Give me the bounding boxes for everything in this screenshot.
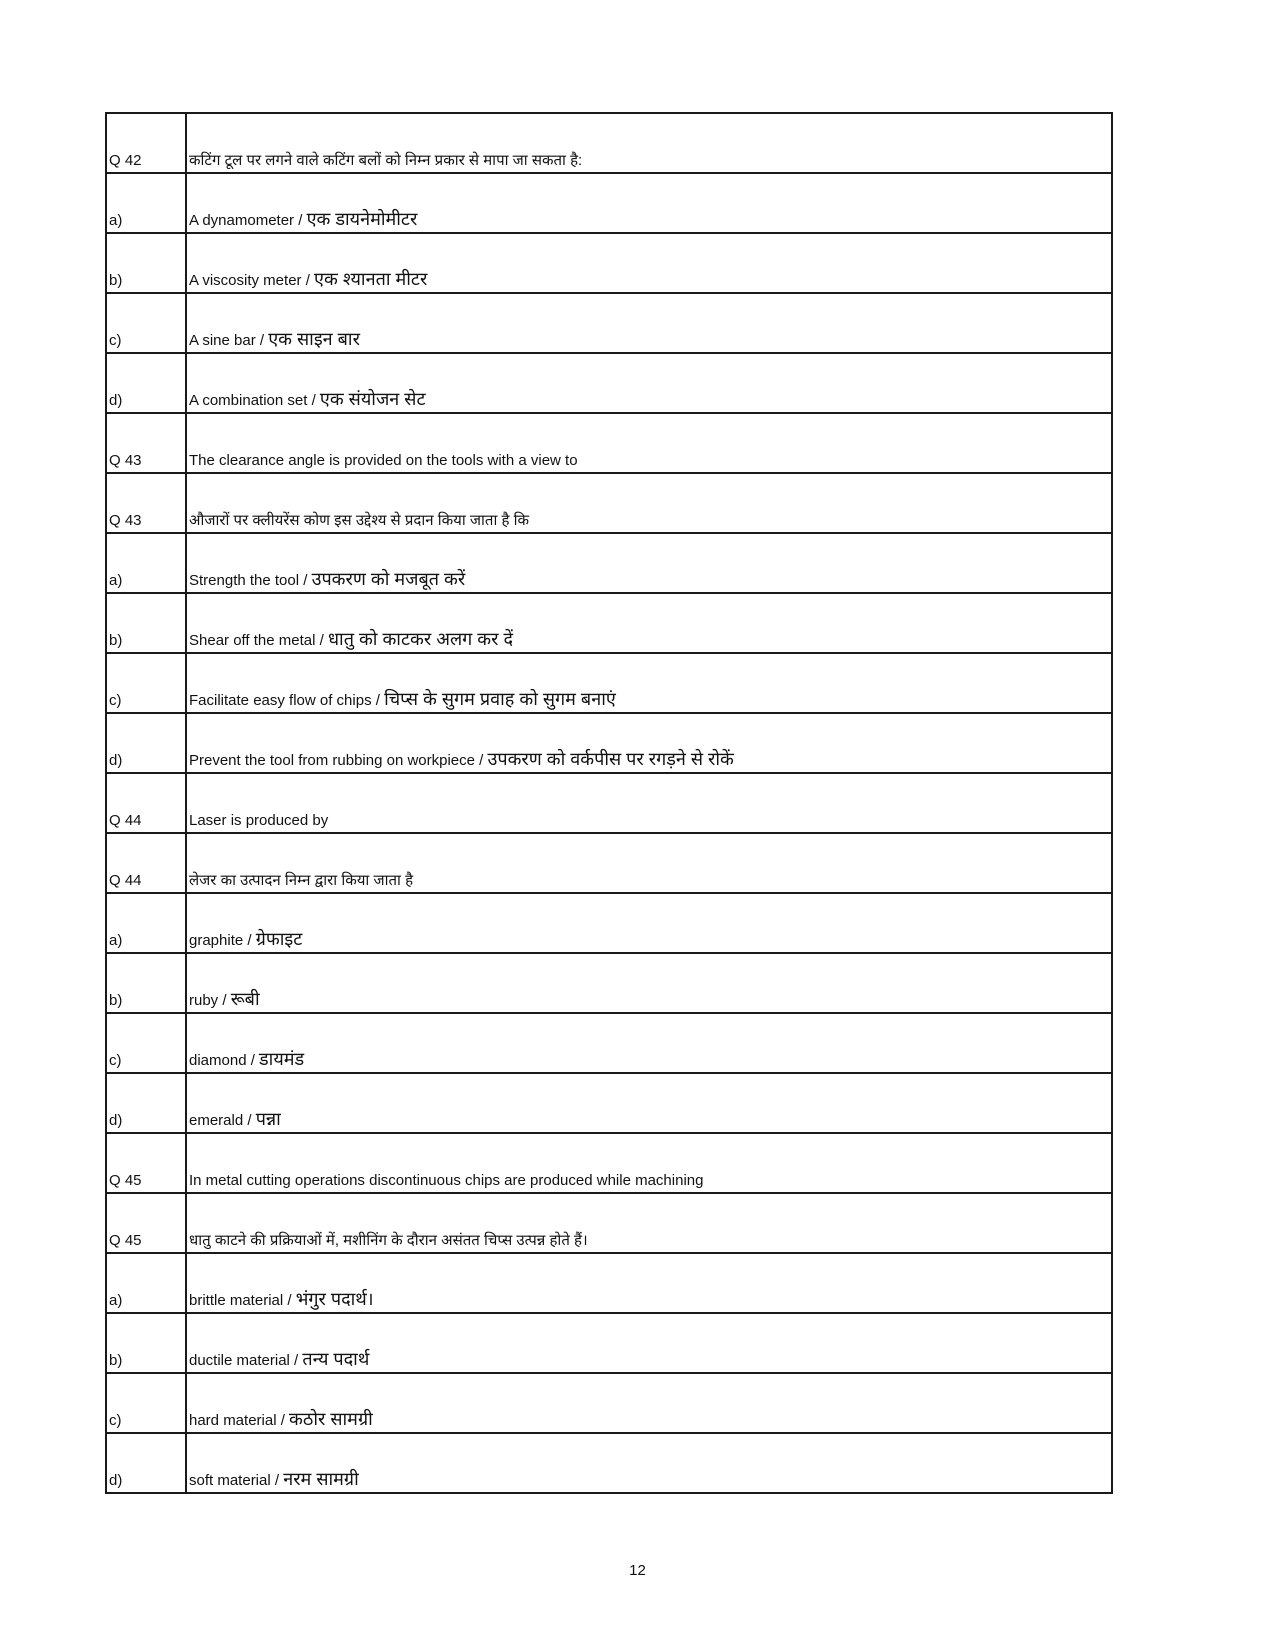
option-label: a) bbox=[106, 1253, 186, 1313]
english-text: diamond / bbox=[189, 1052, 260, 1069]
question-text bbox=[186, 1133, 1112, 1193]
option-label: b) bbox=[106, 593, 186, 653]
english-text: Strength the tool / bbox=[189, 572, 312, 589]
option-label: a) bbox=[106, 173, 186, 233]
option-row bbox=[106, 593, 1112, 653]
question-text bbox=[186, 413, 1112, 473]
option-label: b) bbox=[106, 233, 186, 293]
question-row bbox=[106, 773, 1112, 833]
hindi-text: भंगुर पदार्थ। bbox=[295, 1289, 374, 1309]
hindi-text: धातु को काटकर अलग कर दें bbox=[327, 629, 514, 649]
english-text: hard material / bbox=[189, 1412, 290, 1429]
option-text bbox=[186, 1253, 1112, 1313]
option-row bbox=[106, 353, 1112, 413]
hindi-text: पन्ना bbox=[255, 1109, 281, 1129]
option-label: c) bbox=[106, 1373, 186, 1433]
option-label: b) bbox=[106, 953, 186, 1013]
english-text: A sine bar / bbox=[189, 332, 269, 349]
question-table-body bbox=[106, 113, 1112, 1493]
english-text: ductile material / bbox=[189, 1352, 303, 1369]
hindi-text: नरम सामग्री bbox=[283, 1469, 359, 1489]
option-text bbox=[186, 353, 1112, 413]
english-text: Facilitate easy flow of chips / bbox=[189, 692, 385, 709]
english-text: In metal cutting operations discontinuous chips are produced while machining bbox=[189, 1172, 704, 1189]
option-text bbox=[186, 533, 1112, 593]
option-label: c) bbox=[106, 293, 186, 353]
question-number: Q 45 bbox=[106, 1133, 186, 1193]
question-row bbox=[106, 473, 1112, 533]
option-label: a) bbox=[106, 893, 186, 953]
option-row bbox=[106, 1073, 1112, 1133]
question-text bbox=[186, 473, 1112, 533]
hindi-text: कटिंग टूल पर लगने वाले कटिंग बलों को निम्न प्रकार से मापा जा सकता है: bbox=[189, 152, 583, 169]
option-text bbox=[186, 953, 1112, 1013]
option-label: d) bbox=[106, 1433, 186, 1493]
question-text bbox=[186, 833, 1112, 893]
english-text: A viscosity meter / bbox=[189, 272, 315, 289]
option-text bbox=[186, 233, 1112, 293]
question-row bbox=[106, 413, 1112, 473]
question-number: Q 42 bbox=[106, 113, 186, 173]
hindi-text: चिप्स के सुगम प्रवाह को सुगम बनाएं bbox=[384, 689, 616, 709]
question-number: Q 43 bbox=[106, 473, 186, 533]
english-text: soft material / bbox=[189, 1472, 284, 1489]
option-row bbox=[106, 1253, 1112, 1313]
option-text bbox=[186, 173, 1112, 233]
option-text bbox=[186, 1073, 1112, 1133]
question-table bbox=[105, 112, 1113, 1494]
hindi-text: डायमंड bbox=[259, 1049, 305, 1069]
english-text: A dynamometer / bbox=[189, 212, 307, 229]
question-text bbox=[186, 1193, 1112, 1253]
question-row bbox=[106, 1133, 1112, 1193]
question-number: Q 44 bbox=[106, 773, 186, 833]
option-label: d) bbox=[106, 353, 186, 413]
option-row bbox=[106, 533, 1112, 593]
option-label: c) bbox=[106, 653, 186, 713]
option-label: d) bbox=[106, 1073, 186, 1133]
hindi-text: ग्रेफाइट bbox=[255, 929, 303, 949]
option-row bbox=[106, 173, 1112, 233]
hindi-text: कठोर सामग्री bbox=[289, 1409, 373, 1429]
hindi-text: तन्य पदार्थ bbox=[302, 1349, 370, 1369]
hindi-text: उपकरण को वर्कपीस पर रगड़ने से रोकें bbox=[487, 749, 734, 769]
option-row bbox=[106, 1433, 1112, 1493]
question-number: Q 43 bbox=[106, 413, 186, 473]
english-text: Shear off the metal / bbox=[189, 632, 328, 649]
english-text: The clearance angle is provided on the tools with a view to bbox=[189, 452, 578, 469]
question-text bbox=[186, 773, 1112, 833]
option-text bbox=[186, 893, 1112, 953]
english-text: A combination set / bbox=[189, 392, 320, 409]
option-text bbox=[186, 1013, 1112, 1073]
hindi-text: लेजर का उत्पादन निम्न द्वारा किया जाता है bbox=[189, 872, 414, 889]
option-row bbox=[106, 893, 1112, 953]
hindi-text: उपकरण को मजबूत करें bbox=[311, 569, 466, 589]
option-row bbox=[106, 713, 1112, 773]
hindi-text: धातु काटने की प्रक्रियाओं में, मशीनिंग के दौरान असंतत चिप्स उत्पन्न होते हैं। bbox=[189, 1232, 588, 1249]
hindi-text: एक संयोजन सेट bbox=[319, 389, 426, 409]
hindi-text: औजारों पर क्लीयरेंस कोण इस उद्देश्य से प्रदान किया जाता है कि bbox=[189, 512, 530, 529]
english-text: ruby / bbox=[189, 992, 231, 1009]
english-text: emerald / bbox=[189, 1112, 256, 1129]
english-text: Prevent the tool from rubbing on workpiece / bbox=[189, 752, 488, 769]
option-text bbox=[186, 593, 1112, 653]
option-row bbox=[106, 1013, 1112, 1073]
question-row bbox=[106, 833, 1112, 893]
hindi-text: एक डायनेमोमीटर bbox=[306, 209, 418, 229]
page-number: 12 bbox=[629, 1562, 646, 1579]
option-label: d) bbox=[106, 713, 186, 773]
option-text bbox=[186, 293, 1112, 353]
question-row bbox=[106, 1193, 1112, 1253]
option-row bbox=[106, 1373, 1112, 1433]
hindi-text: एक श्यानता मीटर bbox=[314, 269, 428, 289]
option-label: a) bbox=[106, 533, 186, 593]
hindi-text: रूबी bbox=[230, 989, 260, 1009]
option-text bbox=[186, 1313, 1112, 1373]
question-number: Q 45 bbox=[106, 1193, 186, 1253]
english-text: brittle material / bbox=[189, 1292, 296, 1309]
option-row bbox=[106, 953, 1112, 1013]
option-row bbox=[106, 233, 1112, 293]
option-text bbox=[186, 713, 1112, 773]
option-text bbox=[186, 1433, 1112, 1493]
option-row bbox=[106, 293, 1112, 353]
hindi-text: एक साइन बार bbox=[268, 329, 360, 349]
option-label: b) bbox=[106, 1313, 186, 1373]
english-text: Laser is produced by bbox=[189, 812, 329, 829]
question-row bbox=[106, 113, 1112, 173]
option-text bbox=[186, 653, 1112, 713]
option-text bbox=[186, 1373, 1112, 1433]
question-number: Q 44 bbox=[106, 833, 186, 893]
question-text bbox=[186, 113, 1112, 173]
english-text: graphite / bbox=[189, 932, 256, 949]
option-row bbox=[106, 653, 1112, 713]
option-label: c) bbox=[106, 1013, 186, 1073]
option-row bbox=[106, 1313, 1112, 1373]
